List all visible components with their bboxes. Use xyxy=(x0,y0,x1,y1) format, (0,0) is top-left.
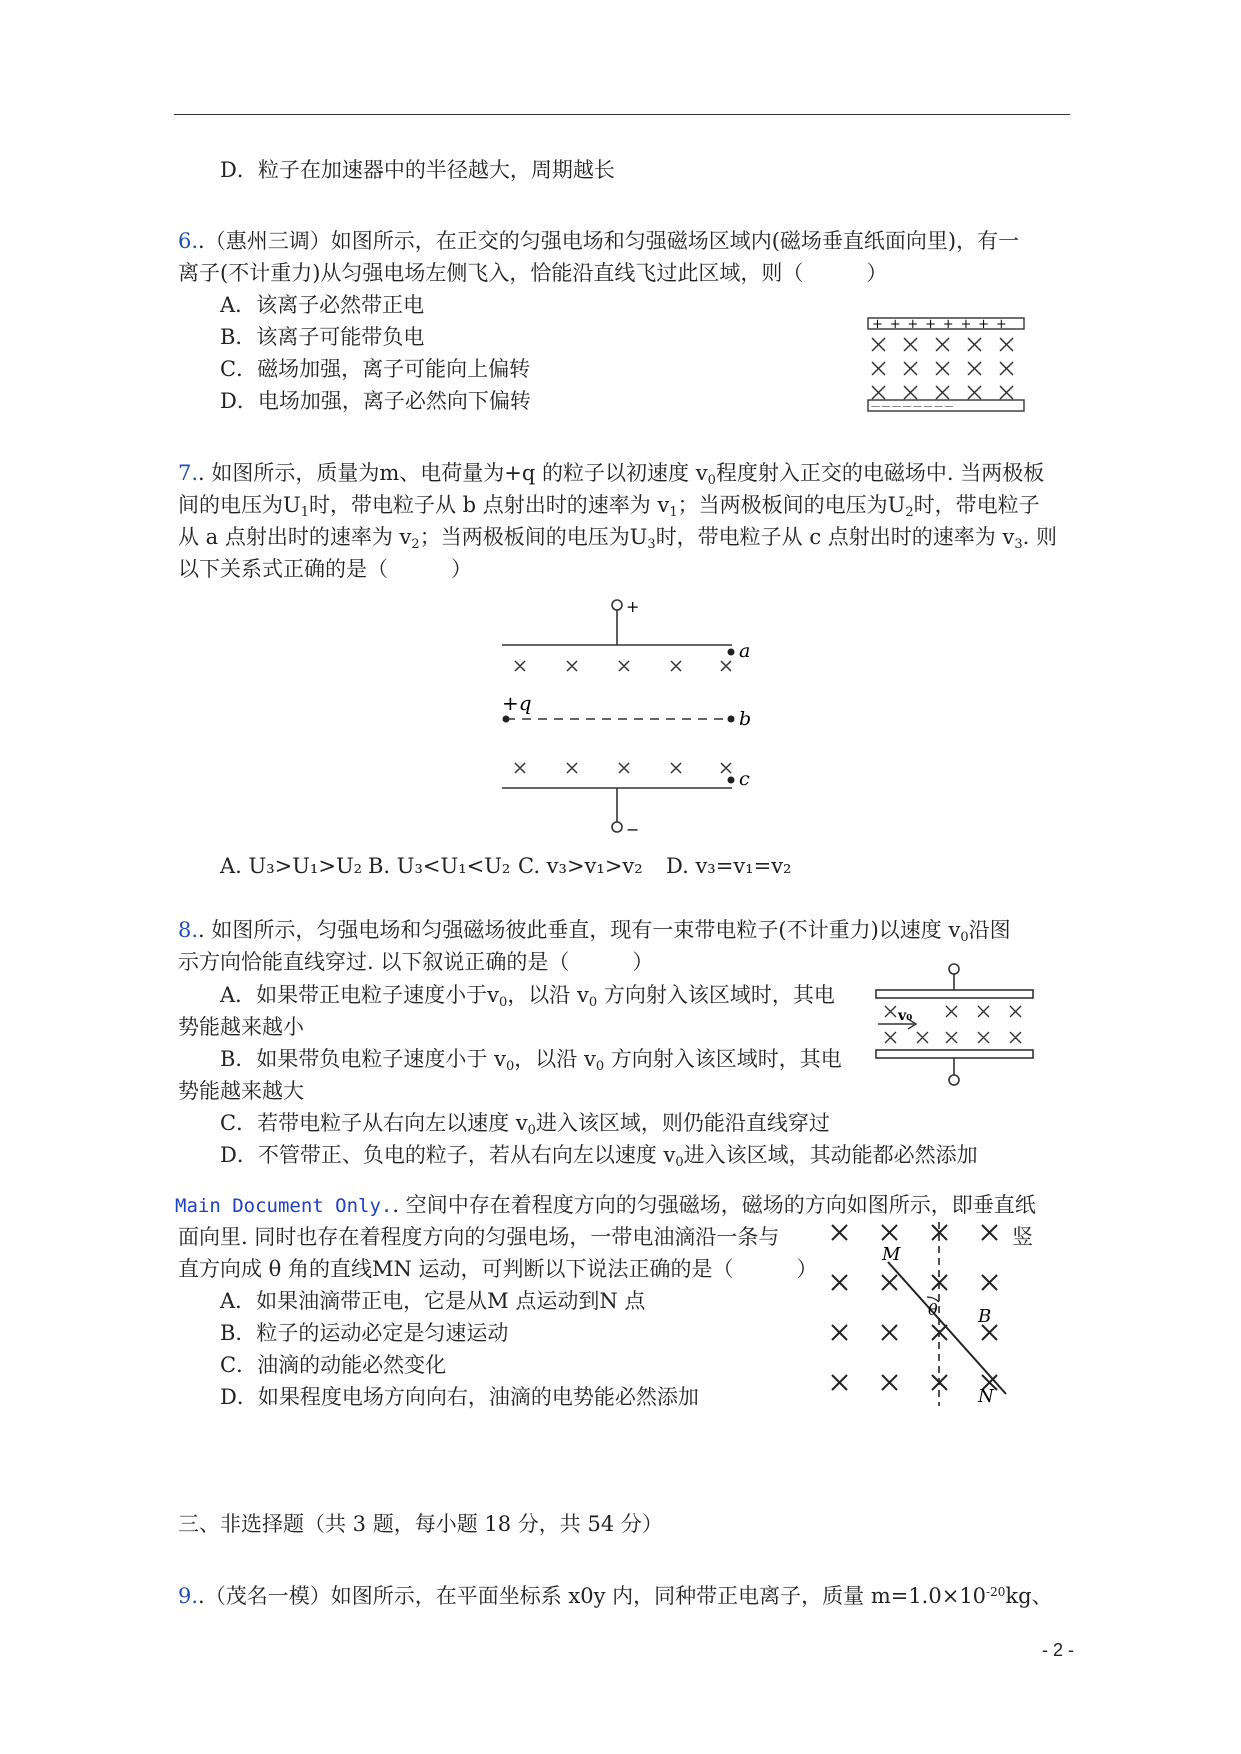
q8-oa-text: A．如果带正电粒子速度小于v xyxy=(220,983,500,1007)
mdo-figure xyxy=(820,1220,1015,1410)
q7-text-3d: . 则 xyxy=(1022,525,1057,549)
q7-text-1a: . 如图所示，质量为m、电荷量为+q 的粒子以初速度 v xyxy=(198,461,708,485)
q8-v0-label: v₀ xyxy=(898,1008,913,1024)
page-number: - 2 - xyxy=(1042,1640,1075,1660)
q8-bottom-terminal xyxy=(949,1075,959,1085)
q8-sub: 0 xyxy=(595,1059,605,1074)
q7-text-2d: 时，带电粒子 xyxy=(913,493,1040,517)
q7-text-3c: 时，带电粒子从 c 点射出时的速率为 v xyxy=(655,525,1015,549)
q8-sub: 0 xyxy=(675,1155,684,1170)
mdo-label-m: M xyxy=(882,1244,901,1265)
q7-sub: 2 xyxy=(905,505,914,520)
q9-sup: -20 xyxy=(986,1585,1006,1599)
q8-oc-text: 进入该区域，则仍能沿直线穿过 xyxy=(535,1111,830,1135)
header-rule xyxy=(174,114,1070,115)
q8-option-b xyxy=(220,1043,842,1075)
q7-option-c: C. v₃>v₁>v₂ xyxy=(518,854,643,878)
mdo-text-1: . 空间中存在着程度方向的匀强磁场，磁场的方向如图所示，即垂直纸 xyxy=(392,1193,1036,1217)
q7-text-2b: 时，带电粒子从 b 点射出时的速率为 v xyxy=(308,493,670,517)
q6-field-crosses xyxy=(872,338,1013,399)
q7-figure xyxy=(490,595,770,835)
q7-line-2 xyxy=(178,489,1040,521)
q7-top-terminal xyxy=(612,600,622,610)
q8-oc-text: C．若带电粒子从右向左以速度 v xyxy=(220,1111,528,1135)
mdo-line-3: 直方向成 θ 角的直线MN 运动，可判断以下说法正确的是（ ） xyxy=(178,1257,818,1281)
mdo-label-n: N xyxy=(978,1386,994,1407)
q8-option-c xyxy=(220,1107,830,1139)
mdo-option-b: B．粒子的运动必定是匀速运动 xyxy=(220,1321,509,1345)
q9-text-b: kg、 xyxy=(1005,1584,1053,1608)
q7-sub: 1 xyxy=(669,505,678,520)
q7-text-2c: ；当两极板间的电压为U xyxy=(677,493,906,517)
q7-point-a xyxy=(728,649,735,656)
q7-charge-point xyxy=(503,716,510,723)
q7-text-3a: 从 a 点射出时的速率为 v xyxy=(178,525,412,549)
q7-sub: 3 xyxy=(1014,537,1023,552)
q7-option-d: D. v₃=v₁=v₂ xyxy=(666,854,792,878)
q7-sub: 3 xyxy=(647,537,656,552)
mdo-line-2: 面向里. 同时也存在着程度方向的匀强电场，一带电油滴沿一条与 xyxy=(178,1225,780,1249)
q7-label-c: c xyxy=(739,768,750,790)
q7-line-3 xyxy=(178,521,1057,553)
q8-sub: 0 xyxy=(499,995,508,1010)
q6-option-b: B．该离子可能带负电 xyxy=(220,325,425,349)
q6-minus-row: －－－－－－－－ xyxy=(870,400,954,413)
mdo-label-theta: θ xyxy=(928,1300,938,1319)
q8-option-a xyxy=(220,979,835,1011)
q6-line-1 xyxy=(178,225,1019,257)
q7-label-b: b xyxy=(739,708,752,730)
mdo-option-a: A．如果油滴带正电，它是从M 点运动到N 点 xyxy=(220,1289,646,1313)
q7-option-a: A. U₃>U₁>U₂ xyxy=(220,854,363,878)
q8-od-text: 进入该区域，其动能都必然添加 xyxy=(683,1143,978,1167)
q8-number: 8. xyxy=(178,918,199,942)
q8-od-text: D．不管带正、负电的粒子，若从右向左以速度 v xyxy=(220,1143,676,1167)
q7-crosses xyxy=(515,661,731,773)
q8-oa-text: 方向射入该区域时，其电 xyxy=(597,983,835,1007)
q7-sub: 0 xyxy=(707,473,716,488)
q7-text-1b: 程度射入正交的电磁场中. 当两极板 xyxy=(715,461,1045,485)
q8-option-a-cont: 势能越来越小 xyxy=(178,1015,304,1039)
q8-sub: 0 xyxy=(960,930,969,945)
q7-bottom-terminal xyxy=(612,822,622,832)
q6-figure xyxy=(860,315,1030,415)
mdo-option-d: D．如果程度电场方向向右，油滴的电势能必然添加 xyxy=(220,1385,699,1409)
q8-text-1a: . 如图所示，匀强电场和匀强磁场彼此垂直，现有一束带电粒子(不计重力)以速度 v xyxy=(198,918,961,942)
q8-top-terminal xyxy=(949,964,959,974)
q9-text-a: .（茂名一模）如图所示，在平面坐标系 x0y 内，同种带正电离子，质量 m=1.0×10 xyxy=(198,1584,987,1608)
q9-number: 9. xyxy=(178,1584,199,1608)
q8-option-b-cont: 势能越来越大 xyxy=(178,1079,304,1103)
q8-line-1 xyxy=(178,914,1011,946)
q7-label-a: a xyxy=(739,640,751,662)
mdo-field-crosses xyxy=(832,1225,997,1390)
q7-plus-label: + xyxy=(626,597,640,616)
q8-option-d xyxy=(220,1139,978,1171)
q7-point-b xyxy=(728,716,735,723)
q7-label-q: +q xyxy=(502,691,532,715)
q7-sub: 1 xyxy=(300,505,309,520)
q8-ob-text: 方向射入该区域时，其电 xyxy=(604,1047,842,1071)
q7-text-2a: 间的电压为U xyxy=(178,493,301,517)
mdo-line-1 xyxy=(175,1189,1036,1222)
q8-oa-text: ，以沿 v xyxy=(507,983,589,1007)
q8-bottom-plate xyxy=(876,1050,1033,1058)
section-3-heading: 三、非选择题（共 3 题，每小题 18 分，共 54 分） xyxy=(178,1512,663,1536)
q7-sub: 2 xyxy=(411,537,420,552)
q7-option-b: B. U₃<U₁<U₂ xyxy=(368,854,511,878)
q7-line-1 xyxy=(178,457,1044,489)
q8-text-1b: 沿图 xyxy=(968,918,1011,942)
q8-sub: 0 xyxy=(505,1059,515,1074)
q8-line-2: 示方向恰能直线穿过. 以下叙说正确的是（ ） xyxy=(178,950,654,974)
q8-sub: 0 xyxy=(527,1123,536,1138)
q8-top-plate xyxy=(876,990,1033,998)
q7-minus-label: − xyxy=(626,820,640,835)
q8-ob-text: B．如果带负电粒子速度小于 v xyxy=(220,1047,506,1071)
q6-number: 6. xyxy=(178,229,199,253)
q8-figure xyxy=(870,960,1040,1100)
q8-sub: 0 xyxy=(588,995,598,1010)
q7-point-c xyxy=(728,777,735,784)
q5-option-d: D．粒子在加速器中的半径越大，周期越长 xyxy=(220,158,615,182)
q6-line-2: 离子(不计重力)从匀强电场左侧飞入，恰能沿直线飞过此区域，则（ ） xyxy=(178,261,888,285)
mdo-label-b: B xyxy=(978,1306,992,1327)
q7-number: 7. xyxy=(178,461,199,485)
mdo-line-2-end: 竖 xyxy=(1012,1225,1033,1249)
q9-line-1 xyxy=(178,1580,1053,1612)
q6-option-d: D．电场加强，离子必然向下偏转 xyxy=(220,389,531,413)
q6-text-1: .（惠州三调）如图所示，在正交的匀强电场和匀强磁场区域内(磁场垂直纸面向里)，有一 xyxy=(198,229,1020,253)
q6-option-c: C．磁场加强，离子可能向上偏转 xyxy=(220,357,531,381)
q6-plus-row: ++++++++ xyxy=(872,317,1014,332)
q7-line-4: 以下关系式正确的是（ ） xyxy=(178,557,472,581)
mdo-option-c: C．油滴的动能必然变化 xyxy=(220,1353,447,1377)
q6-option-a: A．该离子必然带正电 xyxy=(220,293,425,317)
q7-text-3b: ；当两极板间的电压为U xyxy=(419,525,648,549)
q8-ob-text: ，以沿 v xyxy=(514,1047,596,1071)
mdo-tag: Main Document Only. xyxy=(175,1195,393,1217)
